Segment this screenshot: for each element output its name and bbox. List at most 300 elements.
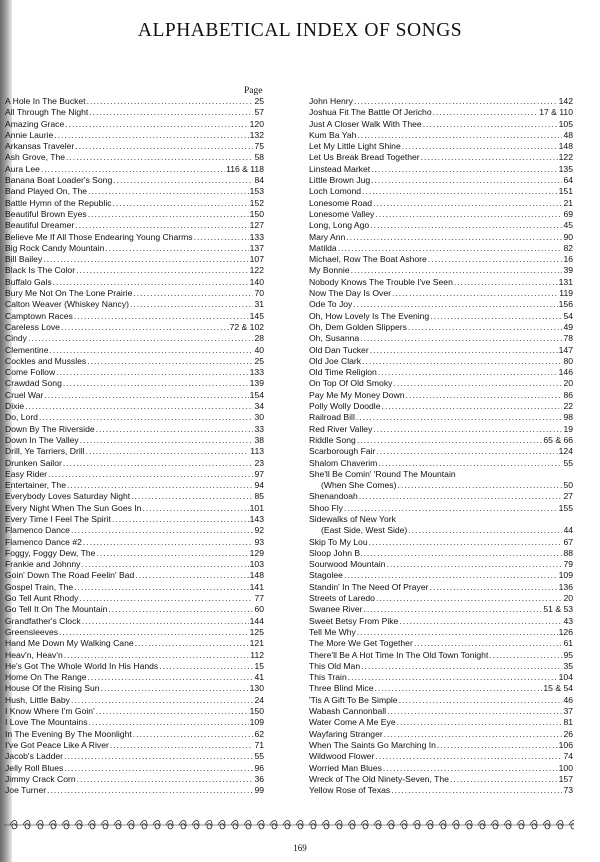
ornament-loop [322,821,329,829]
song-title: Let Us Break Bread Together [309,152,420,163]
dot-leader [63,458,254,469]
page-ref: 20 [563,593,573,604]
song-title: Linstead Market [309,163,371,174]
ornament-loop [543,821,550,829]
song-title: Clementine [5,344,49,355]
page-ref: 15 [254,660,264,671]
dot-leader [87,356,253,367]
index-entry [5,695,264,706]
song-title: Jelly Roll Blues [5,762,64,773]
song-title: Lonesome Road [309,197,373,208]
page-ref: 22 [563,401,573,412]
song-title: Shoo Fly [309,502,343,513]
page-ref: 116 & 118 [226,163,264,174]
song-title: Let My Little Light Shine [309,141,401,152]
dot-leader [346,232,562,243]
ornament-loop [361,821,368,829]
dot-leader [387,706,562,717]
dot-leader [54,130,248,141]
dot-leader [429,582,557,593]
page-ref: 17 & 110 [539,107,573,118]
ornament-loop [231,821,238,829]
page-ref: 57 [254,107,264,118]
index-entry [309,198,573,209]
page-ref: 37 [563,706,573,717]
index-entry [309,593,573,604]
song-title: Wildwood Flower [309,751,375,762]
ornament-loop [335,821,342,829]
dot-leader [79,593,253,604]
index-entry [309,537,573,548]
dot-leader [88,209,249,220]
song-title: Down By The Riverside [5,423,95,434]
song-title: (When She Comes) [321,480,397,491]
ornament-loop [413,821,420,829]
dot-leader [382,401,563,412]
index-entry [5,717,264,728]
index-entry [309,514,573,525]
dot-leader [74,582,249,593]
page-ref: 148 [249,570,264,581]
song-title: 'Tis A Gift To Be Simple [309,694,398,705]
dot-leader [89,107,253,118]
song-title: Banana Boat Loader's Song [5,175,113,186]
dot-leader [369,537,563,548]
page-ref: 35 [563,660,573,671]
dot-leader [489,650,562,661]
page-ref: 15 & 54 [543,683,573,694]
index-entry [5,785,264,796]
song-title: Wabash Cannonball [309,706,387,717]
song-title: Amazing Grace [5,118,65,129]
song-title: Just A Closer Walk With Thee [309,118,422,129]
dot-leader [357,435,543,446]
index-column-left [5,96,264,796]
page-ref: 24 [254,694,264,705]
song-title: Joshua Fit The Battle Of Jericho [309,107,432,118]
song-title: Scarborough Fair [309,446,376,457]
index-entry [309,152,573,163]
index-entry [309,559,573,570]
index-entry [5,107,264,118]
page-ref: 26 [563,728,573,739]
index-entry [5,740,264,751]
index-entry [309,119,573,130]
song-title: Three Blind Mice [309,683,374,694]
song-title: Michael, Row The Boat Ashore [309,254,427,265]
page-ref: 122 [558,152,573,163]
song-title: Red River Valley [309,423,373,434]
song-title: A Hole In The Bucket [5,96,86,106]
dot-leader [374,683,542,694]
song-title: I Love The Mountains [5,717,88,728]
index-entry [309,525,573,536]
dot-leader [49,345,253,356]
song-title: Easy Rider [5,468,48,479]
song-title: Come Follow [5,367,56,378]
page-ref: 143 [249,513,264,524]
index-entry [309,491,573,502]
dot-leader [66,152,253,163]
index-entry [5,661,264,672]
page-ref: 107 [249,254,264,265]
page-ref: 157 [558,773,573,784]
page-ref: 21 [563,197,573,208]
dot-leader [371,175,562,186]
dot-leader [370,220,562,231]
page-ref: 112 [250,649,264,660]
song-title: Gospel Train, The [5,581,74,592]
dot-leader [423,119,558,130]
song-title: This Train [309,672,347,683]
dot-leader [25,401,253,412]
song-title: Cruel War [5,389,44,400]
dot-leader [87,96,254,107]
ornament-loop [218,821,225,829]
song-title: Riddle Song [309,434,356,445]
index-entry [309,254,573,265]
song-title: Flamenco Dance #2 [5,536,82,547]
index-entry [309,141,573,152]
index-entry [5,220,264,231]
page-ref: 49 [563,321,573,332]
page-ref: 16 [563,254,573,265]
song-title: Mary Ann [309,231,346,242]
index-entry [309,627,573,638]
page-ref: 25 [254,355,264,366]
dot-leader [386,559,562,570]
page-ref: 33 [254,423,264,434]
song-title: Polly Wolly Doodle [309,401,381,412]
index-entry [5,672,264,683]
page-ref: 65 & 66 [543,434,573,445]
song-title: Big Rock Candy Mountain [5,242,105,253]
ornament-loop [36,821,43,829]
dot-leader [89,717,249,728]
page-ref: 71 [254,739,264,750]
page-ref: 133 [249,367,264,378]
page-ref: 131 [558,276,573,287]
index-entry [5,265,264,276]
page-ref: 54 [563,310,573,321]
page-ref: 109 [558,570,573,581]
index-entry [5,345,264,356]
index-entry [309,96,573,107]
index-entry [309,480,573,491]
dot-leader [61,322,229,333]
song-title: Do, Lord [5,412,38,423]
dot-leader [383,763,558,774]
dot-leader [133,729,254,740]
dot-leader [113,198,249,209]
page-ref: 137 [249,242,264,253]
song-title: Cindy [5,333,27,344]
page-ref: 64 [563,175,573,186]
ornament-loop [387,821,394,829]
index-entry [5,559,264,570]
index-entry [5,175,264,186]
ornament-loop [374,821,381,829]
song-title: Beautiful Dreamer [5,220,75,231]
ornament-loop [491,821,498,829]
song-title: Skip To My Lou [309,536,368,547]
song-title: Lonesome Valley [309,208,375,219]
page-ref: 144 [249,615,264,626]
song-title: This Old Man [309,660,361,671]
index-entry [309,672,573,683]
song-title: Camptown Races [5,310,73,321]
song-title: On Top Of Old Smoky [309,378,393,389]
ornament-loop [569,821,574,829]
page-ref: 129 [249,547,264,558]
dot-leader [135,570,248,581]
page-ref: 62 [254,728,264,739]
page-ref: 127 [249,220,264,231]
song-title: Old Joe Clark [309,355,362,366]
dot-leader [370,345,558,356]
index-entry [309,458,573,469]
page-ref: 122 [249,265,264,276]
song-title: Flamenco Dance [5,525,70,536]
song-title: Band Played On, The [5,186,88,197]
song-title: Joe Turner [5,785,47,796]
page-ref: 151 [558,186,573,197]
index-entry [5,209,264,220]
song-title: Wreck of The Old Ninety-Seven, The [309,773,449,784]
dot-leader [354,96,558,107]
dot-leader [360,333,562,344]
page-ref: 44 [563,525,573,536]
index-entry [5,412,264,423]
page-number: 169 [293,843,307,853]
index-entry [309,277,573,288]
dot-leader [399,695,563,706]
dot-leader [64,751,253,762]
song-title: Grandfather's Clock [5,615,81,626]
index-entry [5,514,264,525]
page-title: ALPHABETICAL INDEX OF SONGS [137,20,463,41]
song-title: Jimmy Crack Corn [5,773,76,784]
page-ref: 147 [558,344,573,355]
song-title: Wayfaring Stranger [309,728,383,739]
ornament-loop [166,821,173,829]
dot-leader [44,390,248,401]
ornament-loop [452,821,459,829]
page-ref: 96 [254,762,264,773]
index-entry [5,435,264,446]
song-title: When The Saints Go Marching In [309,739,436,750]
index-entry [309,740,573,751]
page-ref: 36 [254,773,264,784]
dot-leader [344,570,558,581]
dot-leader [454,277,558,288]
dot-leader [159,661,253,672]
dot-leader [41,164,225,175]
page-ref: 146 [558,367,573,378]
song-title: Battle Hymn of the Republic [5,197,112,208]
dot-leader [65,119,248,130]
dot-leader [373,198,562,209]
index-entry [5,288,264,299]
dot-leader [39,412,253,423]
ornament-loop [62,821,69,829]
page-ref: 31 [254,299,264,310]
index-entry [309,288,573,299]
page-ref: 156 [558,299,573,310]
page-ref: 132 [249,129,264,140]
dot-leader [82,616,249,627]
dot-leader [378,367,558,378]
page-ref: 105 [558,118,573,129]
song-title: Hush, Little Baby [5,694,70,705]
dot-leader [80,435,254,446]
index-entry [309,717,573,728]
song-title: Go Tell Aunt Rhody [5,593,79,604]
dot-leader [96,424,254,435]
song-title: Greensleeves [5,626,59,637]
index-entry [309,469,573,480]
song-title: Every Night When The Sun Goes In [5,502,142,513]
page-ref: 73 [563,785,573,796]
index-entry [309,446,573,457]
index-entry [5,729,264,740]
song-title: Nobody Knows The Trouble I've Seen [309,276,453,287]
page-ref: 142 [558,96,573,106]
ornament-loop [283,821,290,829]
song-title: Aura Lee [5,163,40,174]
dot-leader [361,661,562,672]
song-title: Black Is The Color [5,265,76,276]
page-ref: 99 [254,785,264,796]
page-ref: 39 [563,265,573,276]
page-ref: 41 [254,672,264,683]
song-title: Bill Bailey [5,254,43,265]
index-entry [5,774,264,785]
index-entry [5,152,264,163]
index-entry [5,537,264,548]
index-entry [309,638,573,649]
page-ref: 70 [254,288,264,299]
ornament-loop [439,821,446,829]
ornament-loop [88,821,95,829]
song-title: John Henry [309,96,353,106]
song-title: Hand Me Down My Walking Cane [5,638,134,649]
dot-leader [48,469,253,480]
ornament-loop [348,821,355,829]
index-entry [5,763,264,774]
index-entry [309,582,573,593]
dot-leader [75,141,253,152]
page-ref: 150 [249,208,264,219]
index-entry [309,503,573,514]
song-title: Beautiful Brown Eyes [5,208,87,219]
dot-leader [364,604,543,615]
song-title: Loch Lomond [309,186,362,197]
index-entry [309,356,573,367]
ornament-loop [205,821,212,829]
index-entry [5,458,264,469]
index-entry [5,627,264,638]
index-entry [5,186,264,197]
dot-leader [142,503,248,514]
index-entry [309,650,573,661]
dot-leader [384,729,563,740]
song-title: Little Brown Jug [309,175,371,186]
song-title: Kum Ba Yah [309,129,357,140]
page-ref: 28 [254,333,264,344]
song-title: Yellow Rose of Texas [309,785,391,796]
ornament-loop [296,821,303,829]
dot-leader [86,446,250,457]
dot-leader [450,774,558,785]
ornament-loop [140,821,147,829]
index-entry [309,265,573,276]
page-ref: 19 [563,423,573,434]
index-entry [309,616,573,627]
index-entry [5,616,264,627]
dot-leader [357,130,562,141]
ornament-loop [465,821,472,829]
ornament-loop [556,821,563,829]
index-entry [309,164,573,175]
page-ref: 109 [249,717,264,728]
page-ref: 140 [249,276,264,287]
page-ref: 152 [249,197,264,208]
dot-leader [433,107,539,118]
page-ref: 75 [254,141,264,152]
ornament-loop [530,821,537,829]
ornament-loop [10,821,17,829]
page-ref: 55 [563,457,573,468]
index-entry [5,96,264,107]
page-ref: 85 [254,491,264,502]
dot-leader [130,299,253,310]
song-title: He's Got The Whole World In His Hands [5,660,159,671]
dot-leader [430,311,562,322]
song-title: Old Time Religion [309,367,377,378]
page-ref: 103 [249,559,264,570]
dot-leader [67,480,253,491]
index-entry [309,367,573,378]
dot-leader [428,254,563,265]
song-title: Water Come A Me Eye [309,717,396,728]
page-ref: 106 [558,739,573,750]
dot-leader [88,672,254,683]
dot-leader [375,751,562,762]
index-entry [309,424,573,435]
page-ref: 67 [563,536,573,547]
page-ref: 61 [563,638,573,649]
song-title: Annie Laurie [5,129,54,140]
song-title: Oh, Susanna [309,333,360,344]
song-title: Foggy, Foggy Dew, The [5,547,96,558]
dot-leader [59,627,249,638]
song-title: Sourwood Mountain [309,559,386,570]
page-ref: 135 [558,163,573,174]
song-title: Old Dan Tucker [309,344,369,355]
page-ref: 74 [563,751,573,762]
song-title: I've Got Peace Like A River [5,739,109,750]
dot-leader [53,277,249,288]
index-entry [5,119,264,130]
page-ref: 93 [254,536,264,547]
ornament-loop [23,821,30,829]
dot-leader [351,265,563,276]
dot-leader [397,717,563,728]
song-title: Buffalo Gals [5,276,52,287]
song-title: Sloop John B. [309,547,363,558]
song-title: Ode To Joy [309,299,353,310]
